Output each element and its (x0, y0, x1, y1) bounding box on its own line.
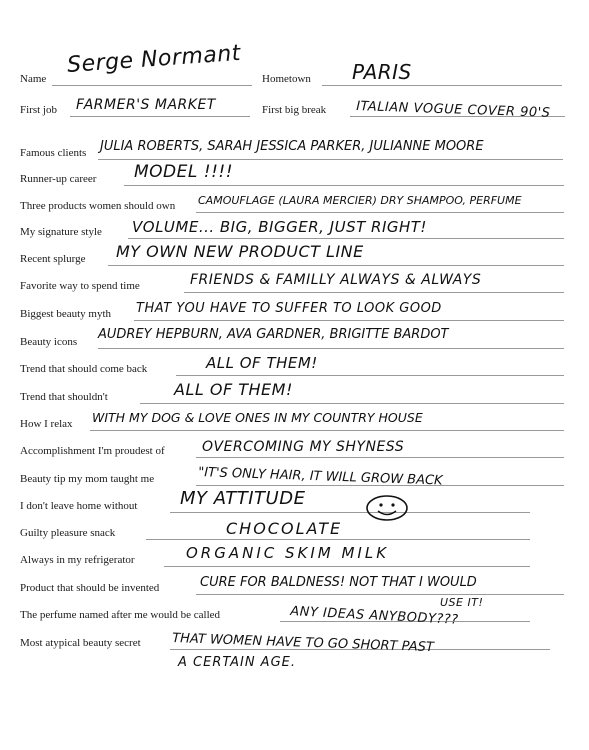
atypical-value: THAT WOMEN HAVE TO GO SHORT PAST (171, 631, 435, 656)
favorite-time-line (184, 292, 564, 293)
mom-tip-value: "IT'S ONLY HAIR, IT WILL GROW BACK (197, 465, 443, 489)
famous-clients-value: JULIA ROBERTS, SARAH JESSICA PARKER, JULIANNE MOORE (100, 139, 484, 154)
recent-splurge-label: Recent splurge (20, 253, 86, 265)
refrigerator-value: ORGANIC SKIM MILK (186, 544, 390, 562)
beauty-icons-value: AUDREY HEPBURN, AVA GARDNER, BRIGITTE BARDOT (98, 327, 449, 342)
atypical-value-2: A CERTAIN AGE. (178, 655, 296, 670)
relax-line (90, 430, 564, 431)
perfume-value: ANY IDEAS ANYBODY??? (289, 604, 459, 628)
trend-come-back-label: Trend that should come back (20, 363, 148, 375)
trend-shouldnt-label: Trend that shouldn't (20, 391, 108, 403)
famous-clients-label: Famous clients (20, 147, 87, 159)
guilty-snack-line (146, 539, 530, 540)
invented-value-2: USE IT! (440, 596, 484, 609)
guilty-snack-label: Guilty pleasure snack (20, 527, 116, 539)
signature-style-label: My signature style (20, 226, 102, 238)
hometown-line (322, 85, 562, 86)
first-job-line (70, 116, 250, 117)
beauty-icons-label: Beauty icons (20, 336, 78, 348)
beauty-myth-label: Biggest beauty myth (20, 308, 112, 320)
refrigerator-label: Always in my refrigerator (20, 554, 135, 566)
favorite-time-label: Favorite way to spend time (20, 280, 140, 292)
trend-come-back-value: ALL OF THEM! (206, 354, 318, 372)
first-big-break-value: ITALIAN VOGUE COVER 90'S (355, 99, 551, 121)
invented-label: Product that should be invented (20, 582, 160, 594)
signature-style-line (128, 238, 564, 239)
guilty-snack-value: CHOCOLATE (226, 519, 343, 538)
runner-up-value: MODEL !!!! (134, 162, 234, 182)
signature-style-value: VOLUME... BIG, BIGGER, JUST RIGHT! (132, 218, 427, 236)
beauty-myth-line (134, 320, 564, 321)
leave-home-line (170, 512, 530, 513)
relax-label: How I relax (20, 418, 73, 430)
trend-shouldnt-value: ALL OF THEM! (174, 380, 293, 399)
trend-come-back-line (176, 375, 564, 376)
accomplishment-value: OVERCOMING MY SHYNESS (202, 439, 405, 455)
beauty-myth-value: THAT YOU HAVE TO SUFFER TO LOOK GOOD (136, 301, 442, 316)
perfume-label: The perfume named after me would be called (20, 609, 221, 621)
favorite-time-value: FRIENDS & FAMILLY ALWAYS & ALWAYS (190, 272, 482, 288)
three-products-value: CAMOUFLAGE (LAURA MERCIER) DRY SHAMPOO, PERFUME (198, 194, 522, 207)
accomplishment-line (196, 457, 564, 458)
runner-up-label: Runner-up career (20, 173, 97, 185)
invented-line (196, 594, 564, 595)
invented-value: CURE FOR BALDNESS! NOT THAT I WOULD (200, 575, 477, 590)
recent-splurge-value: MY OWN NEW PRODUCT LINE (116, 242, 364, 261)
leave-home-label: I don't leave home without (20, 500, 138, 512)
smiley-face-icon (364, 494, 410, 522)
name-value: Serge Normant (66, 40, 242, 78)
first-job-value: FARMER'S MARKET (76, 97, 216, 113)
refrigerator-line (164, 566, 530, 567)
atypical-label: Most atypical beauty secret (20, 637, 141, 649)
recent-splurge-line (108, 265, 564, 266)
runner-up-line (124, 185, 564, 186)
leave-home-value: MY ATTITUDE (180, 488, 306, 509)
first-big-break-label: First big break (262, 104, 327, 116)
famous-clients-line (98, 159, 563, 160)
first-job-label: First job (20, 104, 57, 116)
three-products-line (196, 212, 564, 213)
three-products-label: Three products women should own (20, 200, 176, 212)
relax-value: WITH MY DOG & LOVE ONES IN MY COUNTRY HOUSE (92, 410, 423, 425)
mom-tip-label: Beauty tip my mom taught me (20, 473, 155, 485)
name-line (52, 85, 252, 86)
beauty-icons-line (98, 348, 564, 349)
name-label: Name (20, 73, 47, 85)
trend-shouldnt-line (140, 403, 564, 404)
hometown-value: PARIS (352, 60, 412, 84)
hometown-label: Hometown (262, 73, 311, 85)
accomplishment-label: Accomplishment I'm proudest of (20, 445, 165, 457)
